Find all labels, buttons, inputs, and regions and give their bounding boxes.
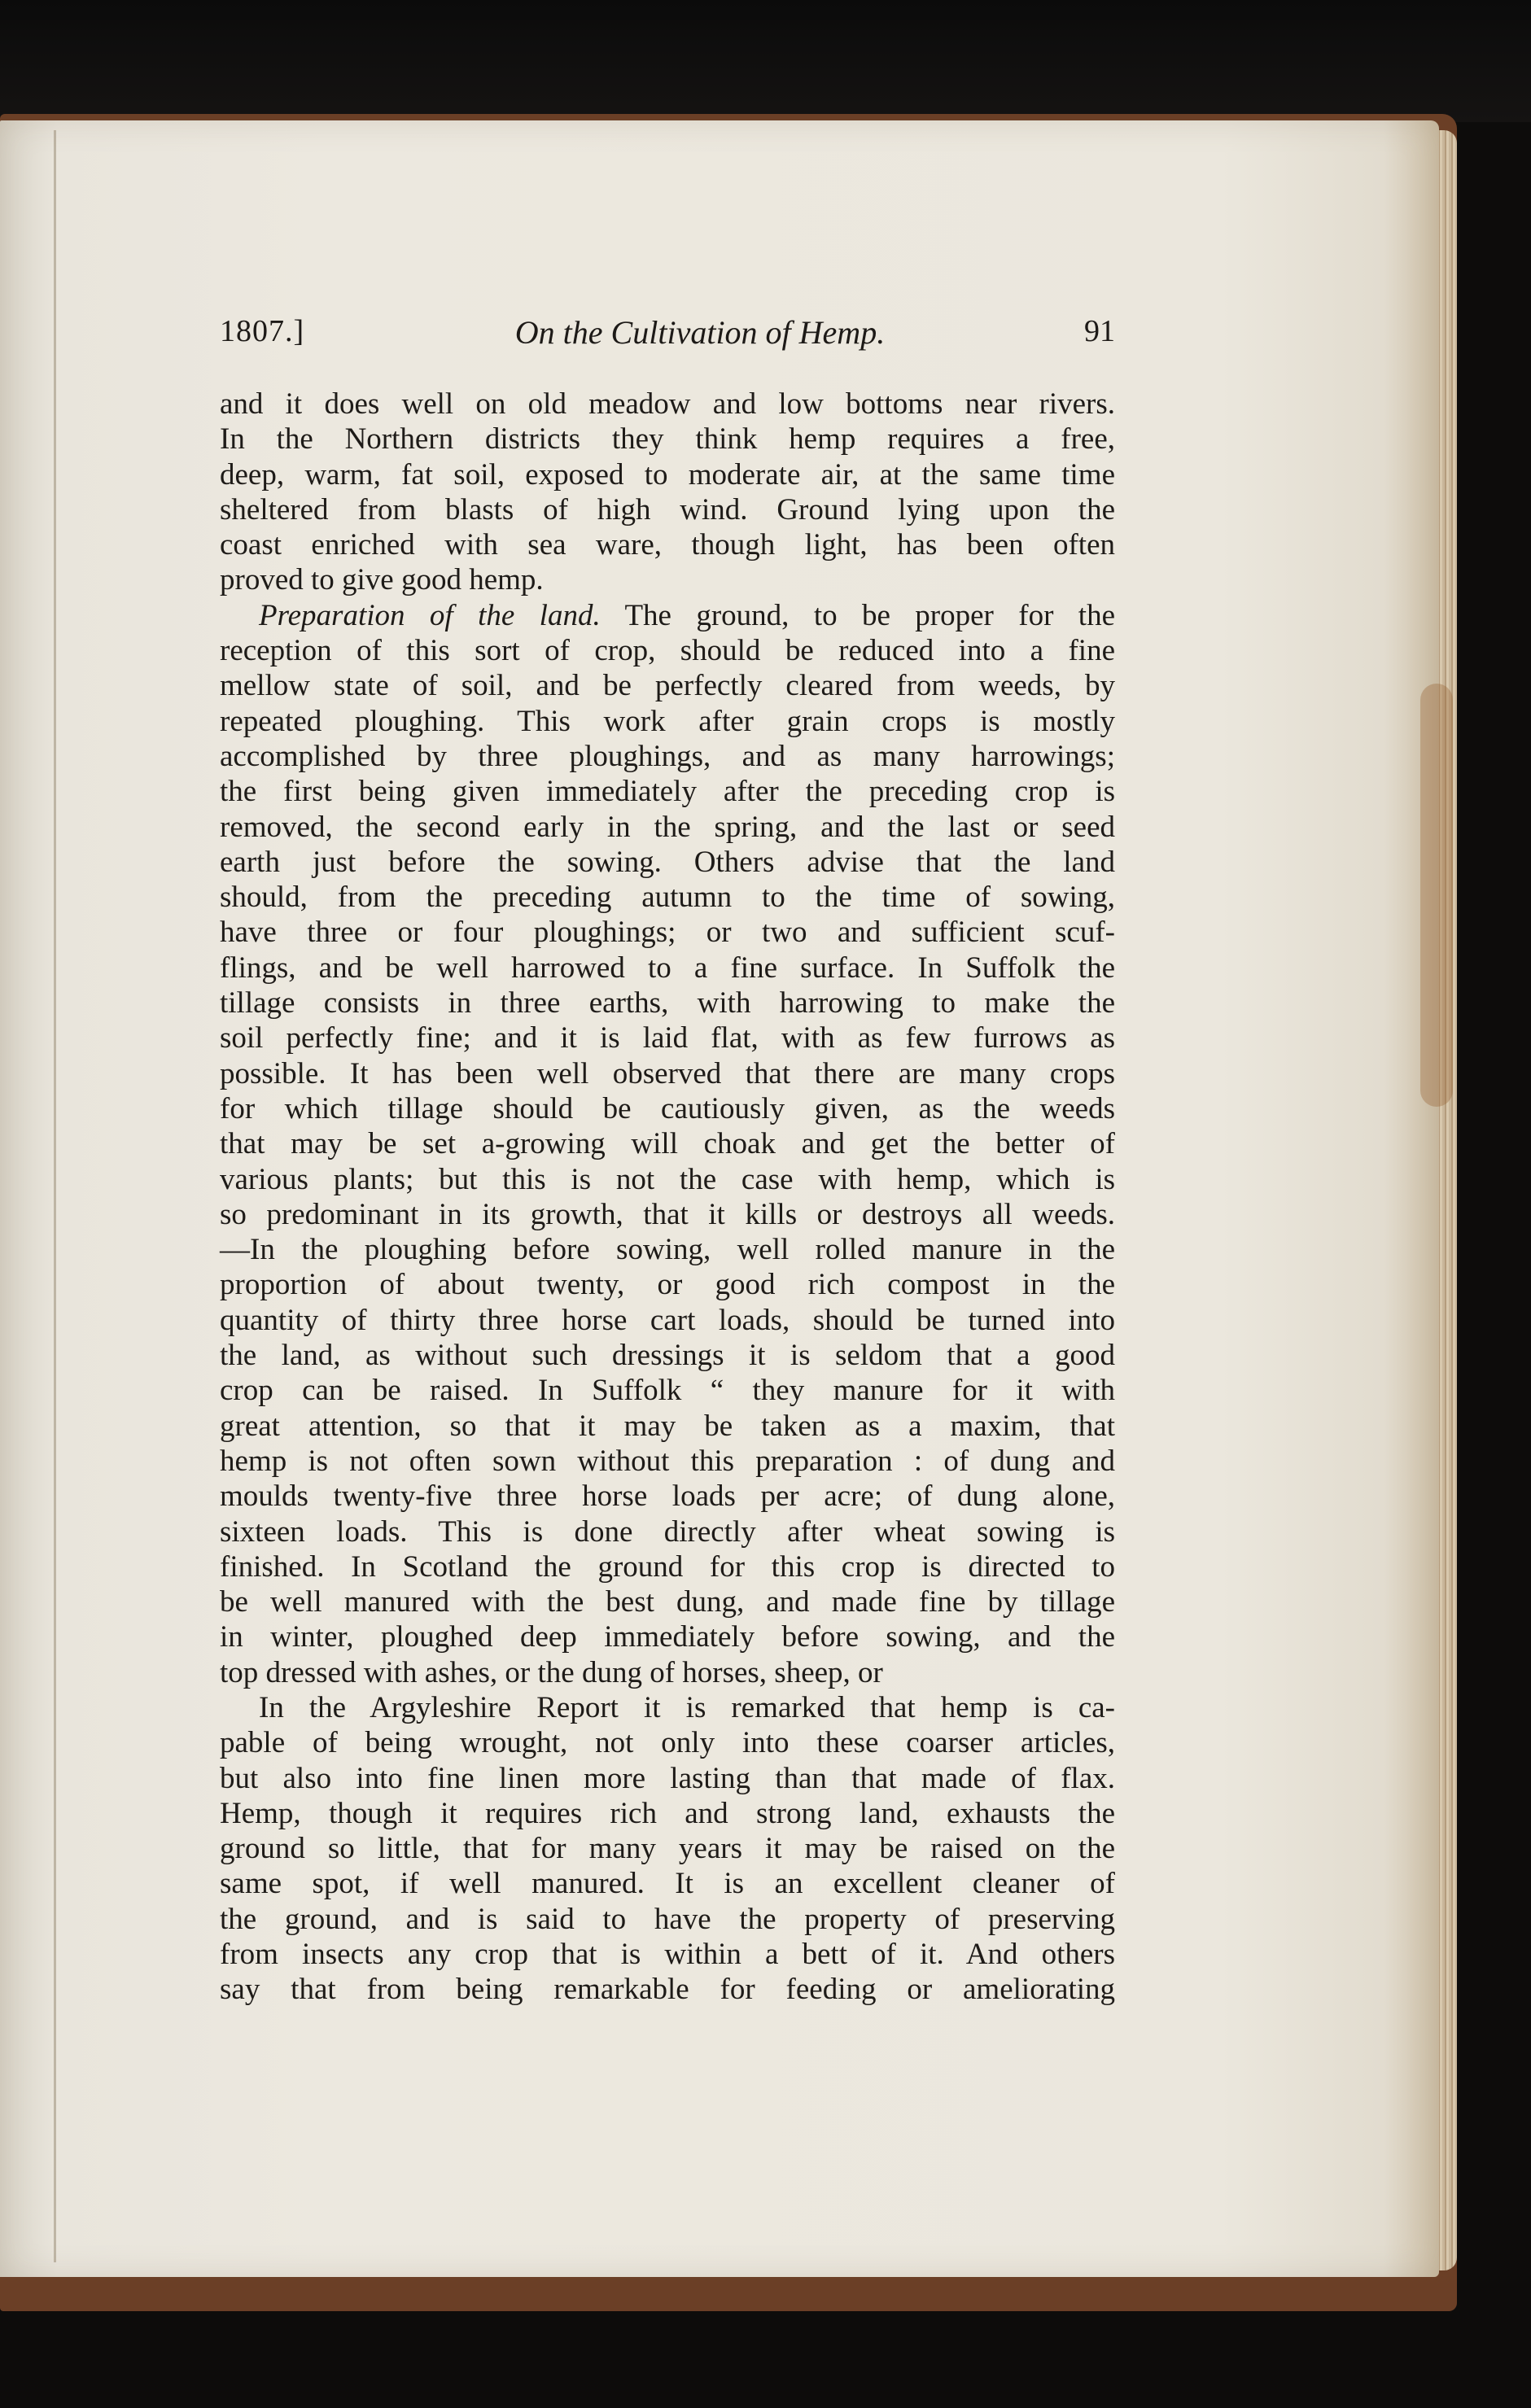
text-line: be well manured with the best dung, and made fine by tillage (220, 1585, 1115, 1619)
text-line: should, from the preceding autumn to the time of sowing, (220, 881, 1115, 915)
text-fragment: The ground, to be proper for the (624, 598, 1115, 632)
text-line: have three or four ploughings; or two and sufficient scuf- (220, 916, 1115, 950)
text-line: moulds twenty-five three horse loads per acre; of dung alone, (220, 1479, 1115, 1514)
text-line: reception of this sort of crop, should be reduced into a fine (220, 634, 1115, 668)
text-line: repeated ploughing. This work after grain crops is mostly (220, 704, 1115, 738)
text-line: say that from being remarkable for feeding or ameliorating (220, 1973, 1115, 2007)
text-line: sheltered from blasts of high wind. Ground lying upon the (220, 492, 1115, 527)
text-line: various plants; but this is not the case with hemp, which is (220, 1162, 1115, 1196)
text-line: mellow state of soil, and be perfectly cleared from weeds, by (220, 669, 1115, 703)
text-line: sixteen loads. This is done directly after wheat sowing is (220, 1514, 1115, 1549)
text-line: tillage consists in three earths, with harrowing to make the (220, 986, 1115, 1020)
text-line: the first being given immediately after the preceding crop is (220, 775, 1115, 809)
text-line: so predominant in its growth, that it kills or destroys all weeds. (220, 1197, 1115, 1231)
text-line: coast enriched with sea ware, though light, has been often (220, 528, 1115, 562)
text-line: in winter, ploughed deep immediately before sowing, and the (220, 1620, 1115, 1654)
text-line: —In the ploughing before sowing, well rolled manure in the (220, 1233, 1115, 1267)
text-line: proportion of about twenty, or good rich compost in the (220, 1268, 1115, 1302)
body-text (220, 387, 1115, 2008)
text-line: flings, and be well harrowed to a fine surface. In Suffolk the (220, 951, 1115, 985)
text-line: finished. In Scotland the ground for this crop is directed to (220, 1549, 1115, 1584)
paragraph-heading: Preparation of the land. (259, 598, 601, 632)
gutter-line (54, 130, 56, 2262)
text-line: In the Northern districts they think hemp requires a free, (220, 422, 1115, 457)
text-line: proved to give good hemp. (220, 563, 544, 597)
text-line: accomplished by three ploughings, and as many harrowings; (220, 739, 1115, 773)
running-title: On the Cultivation of Hemp. (514, 314, 886, 351)
text-line: top dressed with ashes, or the dung of horses, sheep, or (220, 1655, 883, 1689)
text-line: Hemp, though it requires rich and strong land, exhausts the (220, 1796, 1115, 1830)
text-line: possible. It has been well observed that there are many crops (220, 1056, 1115, 1090)
edge-stain (1420, 684, 1453, 1107)
text-line: deep, warm, fat soil, exposed to moderate air, at the same time (220, 457, 1115, 492)
text-line: that may be set a-growing will choak and get the better of (220, 1127, 1115, 1161)
text-line: In the Argyleshire Report it is remarked that hemp is ca- (259, 1690, 1115, 1724)
background-top (0, 0, 1531, 122)
text-line: the land, as without such dressings it is seldom that a good (220, 1339, 1115, 1373)
text-line: soil perfectly fine; and it is laid flat, with as few furrows as (220, 1021, 1115, 1055)
text-line: earth just before the sowing. Others advise that the land (220, 845, 1115, 879)
text-line: for which tillage should be cautiously given, as the weeds (220, 1091, 1115, 1125)
text-line: from insects any crop that is within a bett of it. And others (220, 1938, 1115, 1972)
text-line: same spot, if well manured. It is an excellent cleaner of (220, 1867, 1115, 1901)
text-line: and it does well on old meadow and low bottoms near rivers. (220, 387, 1115, 421)
header-year: 1807.] (220, 314, 305, 348)
text-line: ground so little, that for many years it may be raised on the (220, 1832, 1115, 1866)
text-line: the ground, and is said to have the property of preserving (220, 1902, 1115, 1936)
running-header (220, 313, 1115, 362)
text-line: removed, the second early in the spring, and the last or seed (220, 810, 1115, 844)
text-line: great attention, so that it may be taken as a maxim, that (220, 1409, 1115, 1443)
text-line: but also into fine linen more lasting than that made of flax. (220, 1761, 1115, 1795)
text-line: crop can be raised. In Suffolk “ they manure for it with (220, 1374, 1115, 1408)
text-line: quantity of thirty three horse cart loads, should be turned into (220, 1303, 1115, 1337)
paragraph-heading-line (220, 598, 1115, 633)
text-line: hemp is not often sown without this preparation : of dung and (220, 1444, 1115, 1478)
page-number: 91 (1084, 314, 1115, 348)
text-line: pable of being wrought, not only into these coarser articles, (220, 1726, 1115, 1760)
